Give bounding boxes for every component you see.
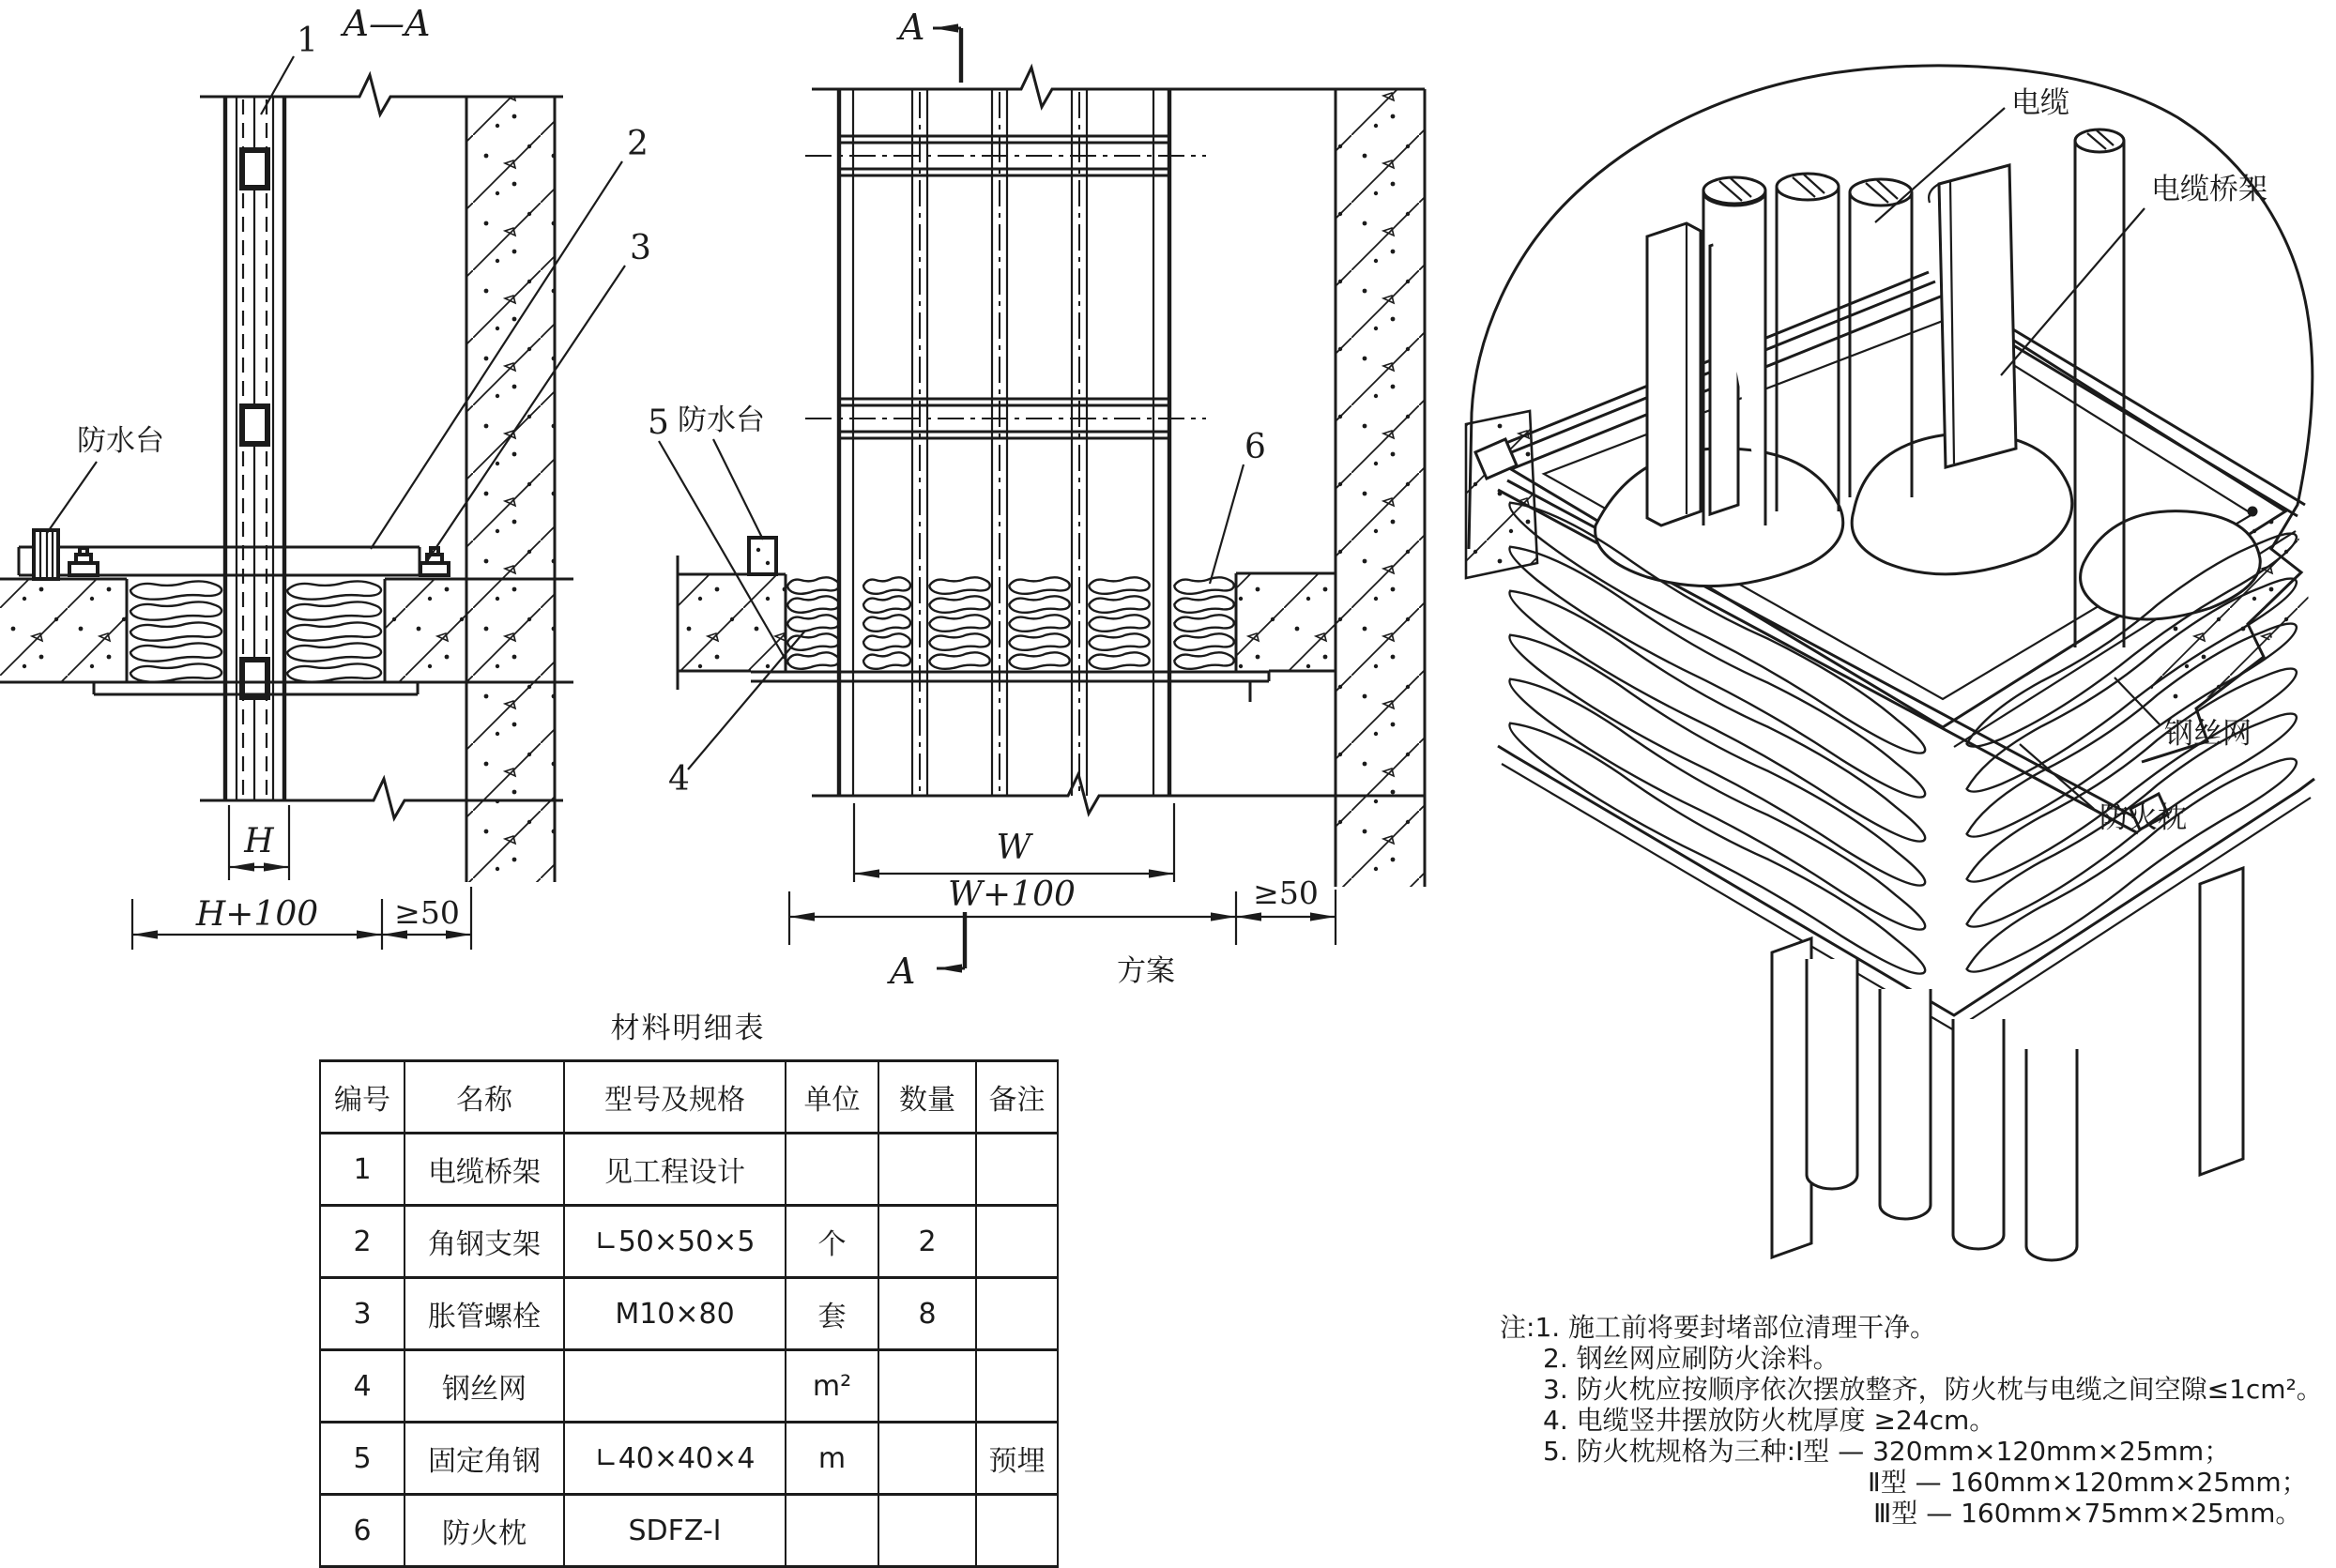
cell (878, 1495, 976, 1567)
wall-hatch (1336, 89, 1425, 887)
cell: 防火枕 (405, 1495, 564, 1567)
pillow-course (130, 622, 221, 640)
note-line: 3. 防火枕应按顺序依次摆放整齐，防火枕与电缆之间空隙≤1cm²。 (1543, 1374, 2323, 1405)
col-header: 单位 (786, 1061, 878, 1134)
pillow-course (1089, 615, 1149, 632)
callout-6-leader (1210, 464, 1244, 584)
caption: 方案 (1117, 954, 1175, 988)
cell: 胀管螺栓 (405, 1278, 564, 1350)
hanging-cables (1807, 959, 2077, 1260)
pillow-course (130, 601, 221, 619)
slab-right-hatch (385, 579, 466, 682)
pillow-course (929, 615, 989, 632)
cell (564, 1350, 786, 1423)
table-row (320, 1206, 1058, 1278)
pillow-course (287, 601, 381, 619)
cell: 6 (320, 1495, 405, 1567)
pillow-course (929, 633, 989, 650)
table-row (320, 1423, 1058, 1495)
col-header: 名称 (405, 1061, 564, 1134)
pillow-course (287, 581, 381, 599)
cell: 预埋 (976, 1423, 1058, 1495)
view-title: A—A (343, 3, 431, 44)
cell: m² (786, 1350, 878, 1423)
note-line: 2. 钢丝网应刷防火涂料。 (1543, 1343, 1840, 1374)
pillow-course (1500, 574, 1934, 857)
cell: 角钢支架 (405, 1206, 564, 1278)
isometric-view (1466, 66, 2314, 1260)
pillow-course (1174, 596, 1233, 613)
pillow-course (863, 652, 910, 669)
label-pillow: 防火枕 (2099, 801, 2187, 835)
front-elevation-view (648, 7, 1425, 992)
cell: 2 (320, 1206, 405, 1278)
label-tray: 电缆桥架 (2151, 173, 2267, 206)
dim-w: W (996, 829, 1031, 867)
cell: 5 (320, 1423, 405, 1495)
pillow-course (130, 663, 221, 681)
lower-boundary (812, 774, 1425, 814)
pillow-course (863, 577, 910, 594)
tray-channel-right (1929, 165, 2016, 467)
cell: 3 (320, 1278, 405, 1350)
dim-h: H (244, 822, 274, 860)
pillow-course (1174, 615, 1233, 632)
cell (878, 1350, 976, 1423)
slab-left-hatch (678, 574, 786, 671)
pillow-course (1174, 633, 1233, 650)
pillow-course (929, 577, 989, 594)
cell (976, 1134, 1058, 1206)
cell: SDFZ-Ⅰ (564, 1495, 786, 1567)
note-line: 5. 防火枕规格为三种:Ⅰ型 — 320mm×120mm×25mm； (1543, 1436, 2231, 1467)
upper-boundary (812, 68, 1425, 107)
cell: 套 (786, 1278, 878, 1350)
svg-text:A: A (890, 951, 916, 992)
cell: 2 (878, 1206, 976, 1278)
pillow-course (787, 652, 839, 669)
cell: 个 (786, 1206, 878, 1278)
pillow-course (1009, 652, 1069, 669)
table-row (320, 1278, 1058, 1350)
label-mesh: 钢丝网 (2164, 717, 2252, 751)
pillow-course (863, 615, 910, 632)
dim-ge50-mid: ≥50 (1253, 875, 1319, 911)
label-cable: 电缆 (2011, 86, 2069, 120)
cell: M10×80 (564, 1278, 786, 1350)
notes-block (1500, 1312, 2331, 1529)
pillow-course (1957, 655, 2306, 895)
pillow-course (1089, 577, 1149, 594)
table-row (320, 1134, 1058, 1206)
cell (878, 1134, 976, 1206)
cell: 1 (320, 1134, 405, 1206)
cell: 固定角钢 (405, 1423, 564, 1495)
waterproof-leader (47, 462, 97, 533)
section-mark-top (896, 7, 961, 83)
cell (976, 1278, 1058, 1350)
col-header: 型号及规格 (564, 1061, 786, 1134)
material-table (319, 1004, 1057, 1568)
pillow-course (130, 643, 221, 661)
pillow-course (1009, 615, 1069, 632)
col-header: 备注 (976, 1061, 1058, 1134)
rail-bolt (2248, 507, 2258, 517)
waterproof-curb (749, 538, 776, 574)
pillow-course (1174, 577, 1233, 594)
cell: 电缆桥架 (405, 1134, 564, 1206)
cable-center-lines (920, 92, 1079, 794)
callout-3: 3 (630, 229, 651, 267)
slab-left-hatch (0, 579, 127, 682)
embedded-angle-plate (751, 671, 1269, 702)
pillow-course (1089, 633, 1149, 650)
cell (878, 1423, 976, 1495)
pillow-course (1500, 618, 1934, 901)
material-table-grid (319, 1059, 1059, 1568)
note-item: 1. 施工前将要封堵部位清理干净。 (1534, 1312, 1937, 1343)
pillow-course (787, 577, 839, 594)
cell (976, 1350, 1058, 1423)
table-row (320, 1495, 1058, 1567)
cell (976, 1495, 1058, 1567)
cell: 8 (878, 1278, 976, 1350)
callout-5: 5 (648, 403, 669, 442)
pillow-course (929, 596, 989, 613)
pillow-course (1500, 662, 1934, 945)
pillow-course (787, 596, 839, 613)
pillow-course (1089, 652, 1149, 669)
callout-1-leader (261, 56, 294, 114)
waterproof-label: 防水台 (678, 403, 765, 437)
note-line: Ⅱ型 — 160mm×120mm×25mm； (1868, 1467, 2308, 1498)
dimensions (132, 805, 471, 950)
cell: 4 (320, 1350, 405, 1423)
waterproof-label: 防水台 (77, 424, 164, 458)
material-table-title: 材料明细表 (610, 1012, 766, 1045)
waterproof-curb (34, 530, 58, 579)
pillow-course (929, 652, 989, 669)
col-header: 数量 (878, 1061, 976, 1134)
anchor-bolt-right (420, 548, 449, 575)
pillow-course (1009, 633, 1069, 650)
pillow-course (1500, 707, 1934, 989)
waterproof-leader (713, 439, 763, 540)
cell: m (786, 1423, 878, 1495)
cell: 钢丝网 (405, 1350, 564, 1423)
tray-rails (839, 89, 1169, 796)
anchor-bolt-left (69, 548, 98, 575)
notes-label: 注: (1500, 1312, 1535, 1343)
callout-4: 4 (668, 760, 690, 799)
cell: 见工程设计 (564, 1134, 786, 1206)
pillow-course (1009, 577, 1069, 594)
cell (976, 1206, 1058, 1278)
note-line: 4. 电缆竖井摆放防火枕厚度 ≥24cm。 (1543, 1405, 1996, 1436)
note-line (1500, 1312, 2331, 1343)
pillow-course (1009, 596, 1069, 613)
left-section-view (0, 3, 651, 950)
cell (786, 1134, 878, 1206)
pillow-course (287, 663, 381, 681)
dimensions (789, 803, 1336, 945)
tray-rails-inner (853, 89, 1153, 796)
section-mark-bottom (887, 912, 965, 992)
dim-h100: H+100 (195, 895, 319, 934)
table-row (320, 1350, 1058, 1423)
pillow-course (787, 615, 839, 632)
callout-1: 1 (297, 22, 318, 60)
pillow-course (1089, 596, 1149, 613)
cell (786, 1495, 878, 1567)
pillow-course (863, 633, 910, 650)
pillow-course (863, 596, 910, 613)
dim-w100: W+100 (948, 875, 1076, 914)
pillow-course (287, 643, 381, 661)
mesh-sheet-edge (1498, 746, 2314, 1015)
tray-rungs (805, 136, 1206, 438)
cell: ∟40×40×4 (564, 1423, 786, 1495)
wall-hatch (466, 97, 555, 882)
col-header: 编号 (320, 1061, 405, 1134)
pillow-course (130, 581, 221, 599)
pillow-course (1174, 652, 1233, 669)
dim-ge50-left: ≥50 (394, 894, 460, 931)
svg-text:A: A (899, 7, 925, 48)
slab-right-hatch (1236, 573, 1336, 671)
callout-6: 6 (1244, 428, 1266, 466)
note-line: Ⅲ型 — 160mm×75mm×25mm。 (1873, 1498, 2302, 1529)
cell: ∟50×50×5 (564, 1206, 786, 1278)
pillow-course (287, 622, 381, 640)
fire-pillow-stacks (787, 577, 1234, 669)
table-header-row (320, 1061, 1058, 1134)
callout-2: 2 (627, 125, 649, 163)
